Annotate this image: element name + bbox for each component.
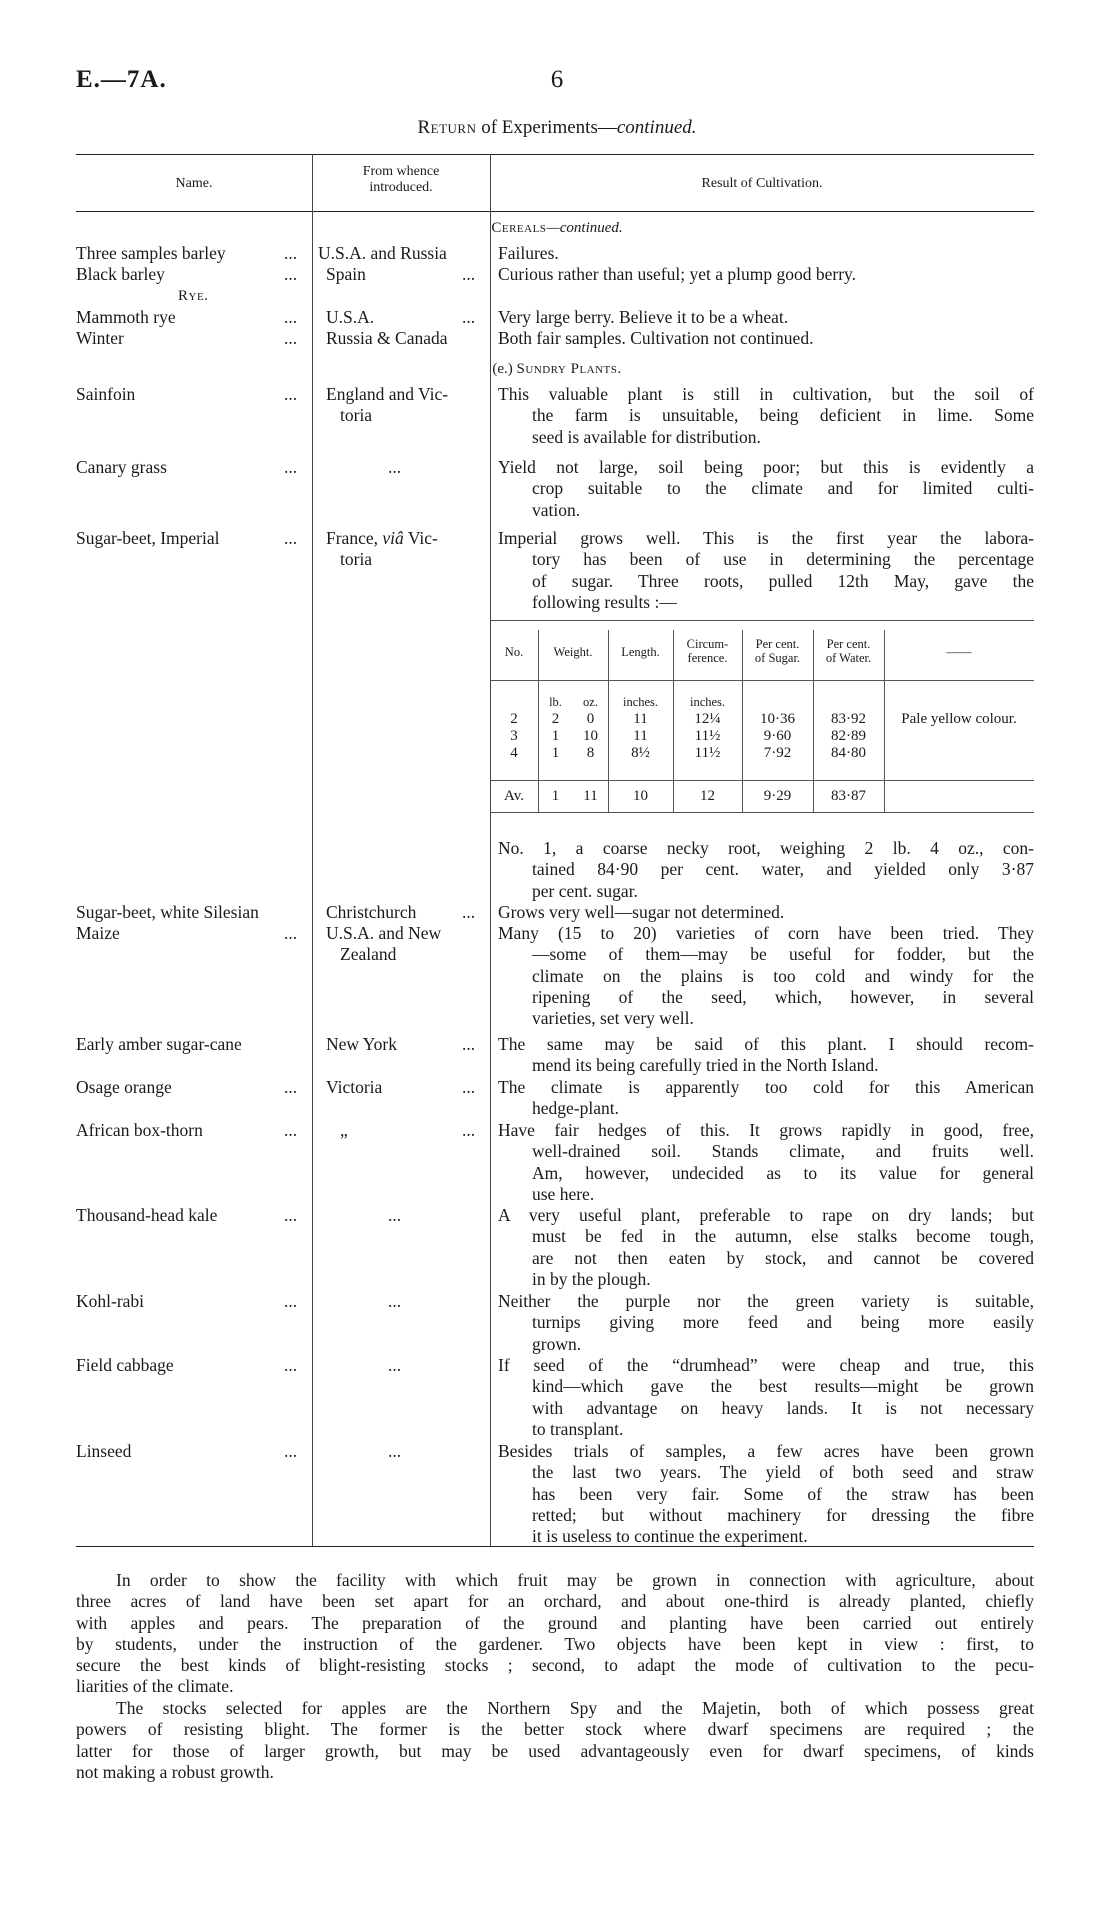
row-result-kohl-rabi (498, 1291, 1034, 1355)
row-from-african-box-thorn: „ (340, 1120, 348, 1140)
from-leader-dots: ... (388, 457, 402, 477)
row-from-sugar-beet-line2: toria (340, 549, 373, 569)
subtable-average-oz: 11 (583, 788, 598, 804)
paragraph-line: latter for those of larger growth, but may be used advantageously even for dwarf specimens, of kinds (76, 1740, 1034, 1761)
result-line: If seed of the “drumhead” were cheap and true, this (498, 1355, 1034, 1375)
subtable-cell-oz: 0 (586, 711, 595, 727)
leader-dots: ... (284, 923, 298, 943)
subtable-cell-circumference: 12¼ (694, 711, 721, 727)
result-line: This valuable plant is still in cultivation, but the soil of (498, 384, 1034, 404)
result-line: retted; but without machinery for dressing the fibre (532, 1504, 1034, 1525)
row-result-sugar-beet-silesian: Grows very well—sugar not determined. (498, 902, 785, 922)
row-result-osage-orange (498, 1077, 1034, 1120)
column-header-result: Result of Cultivation. (701, 176, 823, 191)
subtable-cell-water: 84·80 (831, 745, 866, 761)
row-result-three-samples-barley: Failures. (498, 243, 559, 263)
paragraph-line: In order to show the facility with which fruit may be grown in connection with agriculture, about (116, 1570, 1034, 1590)
row-name-canary-grass: Canary grass (76, 457, 167, 477)
result-line: in by the plough. (532, 1268, 651, 1289)
subtable-bottom-rule (490, 812, 1034, 813)
from-text-italic: viâ (382, 528, 404, 548)
row-result-linseed (498, 1441, 1034, 1547)
subtable-header-no: No. (504, 645, 524, 659)
paragraph-line: secure the best kinds of blight-resisting stocks ; second, to adapt the mode of cultivation to the pecu- (76, 1655, 1034, 1676)
subtable-header-remark: —— (946, 645, 972, 659)
row-from-mammoth-rye: U.S.A. (326, 307, 375, 327)
subtable-average-water: 83·87 (831, 788, 866, 804)
result-line: the last two years. The yield of both seed and straw (532, 1462, 1034, 1483)
from-leader-dots: ... (388, 1291, 402, 1311)
result-line: Yield not large, soil being poor; but this is evidently a (498, 457, 1034, 477)
subtable-header-length: Length. (621, 645, 660, 659)
section-sundry-prefix: (e.) (492, 361, 513, 377)
subtable-header-circumference-2: ference. (687, 651, 728, 665)
row-result-winter: Both fair samples. Cultivation not continued. (498, 328, 814, 348)
row-from-osage-orange: Victoria (326, 1077, 383, 1097)
paragraph-line: powers of resisting blight. The former is the better stock where dwarf specimens are required ; the (76, 1719, 1034, 1740)
result-line: varieties, set very well. (532, 1008, 694, 1029)
subtable-cell-lb: 1 (551, 745, 560, 761)
subtable-unit-length: inches. (622, 695, 659, 709)
result-line: No. 1, a coarse necky root, weighing 2 lb. 4 oz., con- (498, 838, 1034, 858)
paragraph-line: liarities of the climate. (76, 1676, 234, 1697)
leader-dots: ... (284, 1120, 298, 1140)
leader-dots: ... (462, 1120, 476, 1140)
result-line: Am, however, undecided as to its value for general (532, 1162, 1034, 1183)
result-line: tory has been of use in determining the percentage (532, 549, 1034, 570)
subtable-header-weight: Weight. (553, 645, 593, 659)
leader-dots: ... (284, 243, 298, 263)
result-line: climate on the plains is too cold and windy for the (532, 965, 1034, 986)
from-leader-dots: ... (388, 1441, 402, 1461)
result-line: following results :— (532, 591, 677, 612)
row-result-black-barley: Curious rather than useful; yet a plump good berry. (498, 264, 857, 284)
table-header-rule (76, 211, 1034, 212)
leader-dots: ... (284, 307, 298, 327)
result-line: the farm is unsuitable, being deficient in lime. Some (532, 405, 1034, 426)
subtable-unit-lb: lb. (549, 695, 562, 709)
subtable-cell-length: 11 (633, 728, 648, 744)
subtable-cell-sugar: 9·60 (763, 728, 792, 744)
paragraph-line: three acres of land have been set apart for an orchard, and about one-third is already planted, chiefly (76, 1591, 1034, 1612)
row-result-sugar-beet-imperial (498, 528, 1034, 613)
row-name-african-box-thorn: African box-thorn (76, 1120, 203, 1140)
row-name-mammoth-rye: Mammoth rye (76, 307, 176, 327)
subtable-cell-remark: Pale yellow colour. (901, 711, 1017, 727)
result-line: Neither the purple nor the green variety is suitable, (498, 1291, 1034, 1311)
subtable-cell-sugar: 10·36 (760, 711, 795, 727)
result-line: to transplant. (532, 1418, 624, 1439)
section-cereals-continued-label: —continued. (546, 220, 623, 236)
paragraph-line: not making a robust growth. (76, 1761, 274, 1782)
result-line: A very useful plant, preferable to rape on dry lands; but (498, 1205, 1034, 1225)
row-name-kohl-rabi: Kohl-rabi (76, 1291, 145, 1311)
sugar-beet-note (498, 838, 1034, 902)
subtable-cell-no: 4 (510, 745, 518, 761)
row-name-linseed: Linseed (76, 1441, 132, 1461)
result-line: The same may be said of this plant. I should recom- (498, 1034, 1034, 1054)
result-line: per cent. sugar. (532, 880, 638, 901)
row-name-sugar-beet-imperial: Sugar-beet, Imperial (76, 528, 220, 548)
subtable-header-rule (490, 680, 1034, 681)
row-from-sugar-beet-silesian: Christchurch (326, 902, 417, 922)
subtable-cell-lb: 1 (551, 728, 560, 744)
section-sundry-plants (0, 361, 1114, 378)
result-line: are not then eaten by stock, and cannot be covered (532, 1247, 1034, 1268)
subtable-top-rule (490, 620, 1034, 621)
leader-dots: ... (462, 902, 476, 922)
row-name-three-samples-barley: Three samples barley (76, 243, 226, 263)
row-result-thousand-head-kale (498, 1205, 1034, 1290)
subtable-cell-oz: 10 (583, 728, 598, 744)
result-line: with advantage on heavy lands. It is not necessary (532, 1397, 1034, 1418)
subtable-average-rule (490, 780, 1034, 781)
row-result-maize (498, 923, 1034, 1029)
row-name-winter: Winter (76, 328, 124, 348)
subtable-cell-lb: 2 (551, 711, 560, 727)
leader-dots: ... (284, 328, 298, 348)
result-line: well-drained soil. Stands climate, and fruits well. (532, 1141, 1034, 1162)
subtable-header-water-1: Per cent. (826, 637, 871, 651)
row-name-sugar-beet-silesian: Sugar-beet, white Silesian (76, 902, 259, 922)
subtable-average-circumference: 12 (700, 788, 715, 804)
subsection-rye: Rye. (178, 288, 209, 304)
row-result-field-cabbage (498, 1355, 1034, 1440)
row-name-thousand-head-kale: Thousand-head kale (76, 1205, 218, 1225)
result-line: hedge-plant. (532, 1098, 619, 1119)
row-from-early-amber-sugar-cane: New York (326, 1034, 397, 1054)
table-title-continued: continued. (616, 117, 697, 138)
row-name-osage-orange: Osage orange (76, 1077, 172, 1097)
paragraph-line: The stocks selected for apples are the Northern Spy and the Majetin, both of which possess great (116, 1698, 1034, 1718)
paragraph-line: with apples and pears. The preparation of the ground and planting have been carried out entirely (76, 1612, 1034, 1633)
result-line: tained 84·90 per cent. water, and yielded only 3·87 (532, 859, 1034, 880)
row-result-african-box-thorn (498, 1120, 1034, 1205)
column-header-from-line1: From whence (362, 164, 440, 179)
result-line: turnips giving more feed and being more easily (532, 1312, 1034, 1333)
subtable-cell-length: 11 (633, 711, 648, 727)
subtable-unit-oz: oz. (583, 695, 598, 709)
paragraph-line: by students, under the instruction of the gardener. Two objects have been kept in view : first, to (76, 1633, 1034, 1654)
subtable-unit-circumference: inches. (689, 695, 726, 709)
leader-dots: ... (462, 307, 476, 327)
from-text: France, (326, 528, 383, 548)
table-title (0, 117, 1114, 139)
subtable-average-length: 10 (633, 788, 648, 804)
subtable-cell-circumference: 11½ (694, 728, 721, 744)
result-line: grown. (532, 1333, 582, 1354)
result-line: Have fair hedges of this. It grows rapidly in good, free, (498, 1120, 1034, 1140)
row-name-field-cabbage: Field cabbage (76, 1355, 174, 1375)
subtable-cell-water: 82·89 (831, 728, 866, 744)
row-from-three-samples-barley: U.S.A. and Russia (318, 243, 447, 263)
leader-dots: ... (284, 1077, 298, 1097)
leader-dots: ... (284, 384, 298, 404)
result-line: it is useless to continue the experiment. (532, 1526, 808, 1547)
paragraph-orchard (76, 1570, 1034, 1698)
leader-dots: ... (462, 264, 476, 284)
table-title-return: Return (417, 117, 477, 138)
result-line: —some of them—may be useful for fodder, but the (532, 944, 1034, 965)
page-number: 6 (550, 66, 564, 93)
section-sundry-label: Sundry Plants. (516, 361, 622, 377)
result-line: ripening of the seed, which, however, in several (532, 986, 1034, 1007)
row-result-early-amber-sugar-cane (498, 1034, 1034, 1077)
leader-dots: ... (284, 1441, 298, 1461)
leader-dots: ... (284, 1205, 298, 1225)
result-line: mend its being carefully tried in the North Island. (532, 1055, 879, 1076)
column-header-from-line2: introduced. (369, 180, 433, 195)
row-from-black-barley: Spain (326, 264, 366, 284)
subtable-cell-circumference: 11½ (694, 745, 721, 761)
from-text: Vic- (403, 528, 438, 548)
result-line: vation. (532, 499, 581, 520)
result-line: use here. (532, 1183, 595, 1204)
column-header-name: Name. (175, 176, 213, 191)
subtable-average-lb: 1 (551, 788, 560, 804)
row-from-sugar-beet-line1 (326, 528, 438, 549)
subtable-average-sugar: 9·29 (763, 788, 792, 804)
result-line: Besides trials of samples, a few acres have been grown (498, 1441, 1034, 1461)
table-top-rule (76, 154, 1034, 155)
result-line: The climate is apparently too cold for this American (498, 1077, 1034, 1097)
row-from-maize-line2: Zealand (340, 944, 397, 964)
row-from-sainfoin-line2: toria (340, 405, 373, 425)
row-name-black-barley: Black barley (76, 264, 165, 284)
subtable-cell-sugar: 7·92 (763, 745, 792, 761)
row-from-maize-line1: U.S.A. and New (326, 923, 442, 943)
result-line: must be fed in the autumn, else stalks become tough, (532, 1226, 1034, 1247)
leader-dots: ... (462, 1034, 476, 1054)
result-line: Imperial grows well. This is the first year the labora- (498, 528, 1034, 548)
section-cereals-label: Cereals (491, 220, 547, 236)
subtable-header-sugar-1: Per cent. (755, 637, 800, 651)
row-name-sainfoin: Sainfoin (76, 384, 136, 404)
leader-dots: ... (284, 1355, 298, 1375)
row-from-sainfoin-line1: England and Vic- (326, 384, 449, 404)
subtable-cell-no: 3 (510, 728, 518, 744)
row-name-early-amber-sugar-cane: Early amber sugar-cane (76, 1034, 242, 1054)
result-line: has been very fair. Some of the straw has been (532, 1483, 1034, 1504)
subtable-header-water-2: of Water. (825, 651, 872, 665)
leader-dots: ... (284, 528, 298, 548)
leader-dots: ... (284, 457, 298, 477)
table-title-rest: of Experiments— (476, 117, 617, 138)
subtable-cell-no: 2 (510, 711, 518, 727)
section-cereals-continued (0, 220, 1114, 237)
row-name-maize: Maize (76, 923, 120, 943)
row-from-winter: Russia & Canada (326, 328, 448, 348)
subtable-header-circumference-1: Circum- (686, 637, 729, 651)
subtable-cell-water: 83·92 (831, 711, 866, 727)
result-line: kind—which gave the best results—might be grown (532, 1376, 1034, 1397)
leader-dots: ... (284, 264, 298, 284)
paragraph-stocks (76, 1698, 1034, 1783)
subtable-header-sugar-2: of Sugar. (754, 651, 801, 665)
from-leader-dots: ... (388, 1355, 402, 1375)
row-result-mammoth-rye: Very large berry. Believe it to be a wheat. (498, 307, 789, 327)
page-header-reference: E.—7A. (76, 66, 167, 93)
subtable-average-no: Av. (504, 788, 524, 804)
row-result-sainfoin (498, 384, 1034, 448)
row-result-canary-grass (498, 457, 1034, 521)
subtable-cell-oz: 8 (586, 745, 595, 761)
result-line: Many (15 to 20) varieties of corn have been tried. They (498, 923, 1034, 943)
result-line: of sugar. Three roots, pulled 12th May, gave the (532, 570, 1034, 591)
subtable-cell-length: 8½ (631, 745, 650, 761)
from-leader-dots: ... (388, 1205, 402, 1225)
leader-dots: ... (284, 1291, 298, 1311)
leader-dots: ... (462, 1077, 476, 1097)
result-line: crop suitable to the climate and for limited culti- (532, 478, 1034, 499)
result-line: seed is available for distribution. (532, 426, 761, 447)
